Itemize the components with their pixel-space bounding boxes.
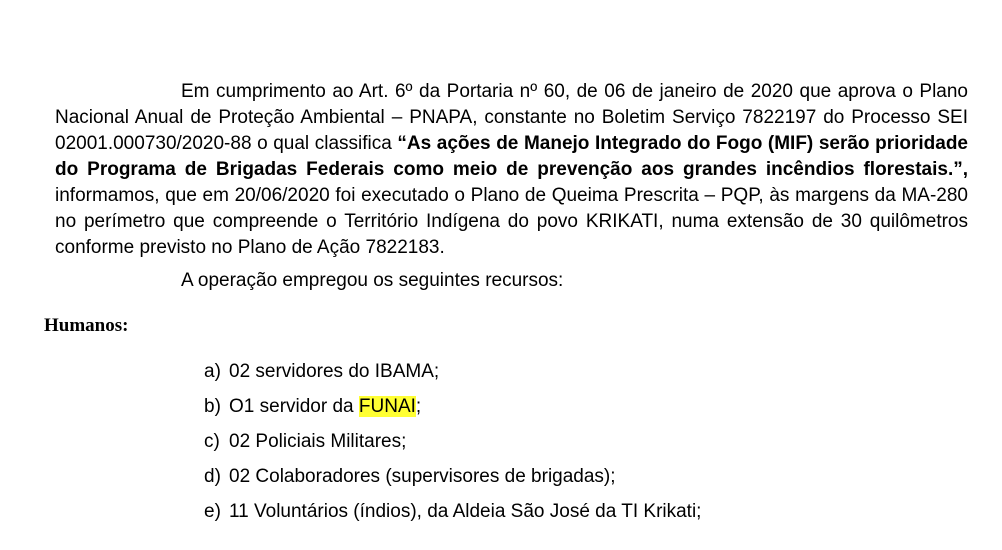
- resources-intro: A operação empregou os seguintes recursos:: [181, 270, 564, 291]
- section-heading-humanos: Humanos:: [44, 315, 129, 336]
- list-marker: e): [204, 501, 221, 522]
- list-item: [204, 499, 701, 534]
- list-item-text-after: ;: [415, 396, 422, 417]
- intro-text-start: Em cumprimento ao Art. 6º da Portaria nº 60, de 06 de janeiro de 2020 que aprova o Plano Nacional Anual de Proteção Ambiental – PNAPA, constante no Boletim Serviço 7822197 do Processo SEI 02001.000730/2020-88 o qual classifica: [55, 81, 968, 154]
- list-marker: d): [204, 466, 221, 487]
- intro-paragraph: [55, 79, 968, 261]
- list-item-text: 11 Voluntários (índios), da Aldeia São José da TI Krikati;: [229, 501, 702, 522]
- list-marker: c): [204, 431, 220, 452]
- intro-text-end: informamos, que em 20/06/2020 foi executado o Plano de Queima Prescrita – PQP, às margens da MA-280 no perímetro que compreende o Território Indígena do povo KRIKATI, numa extensão de 30 quilômetros conforme previsto no Plano de Ação 7822183.: [55, 185, 968, 258]
- list-item-text: 02 Colaboradores (supervisores de brigadas);: [229, 466, 616, 487]
- quoted-bold-text: “As ações de Manejo Integrado do Fogo (MIF) serão prioridade do Programa de Brigadas Federais como meio de prevenção aos grandes incêndios florestais.”,: [55, 133, 968, 180]
- list-item: [204, 359, 701, 394]
- list-item-text: 02 servidores do IBAMA;: [229, 361, 440, 382]
- list-item-text: 02 Policiais Militares;: [229, 431, 407, 452]
- list-item: [204, 429, 701, 464]
- list-item: [204, 394, 701, 429]
- highlighted-text: FUNAI: [358, 396, 416, 417]
- resources-list: [204, 359, 701, 534]
- list-item: [204, 464, 701, 499]
- list-marker: a): [204, 361, 221, 382]
- list-item-text-before: O1 servidor da: [229, 396, 359, 417]
- list-marker: b): [204, 396, 221, 417]
